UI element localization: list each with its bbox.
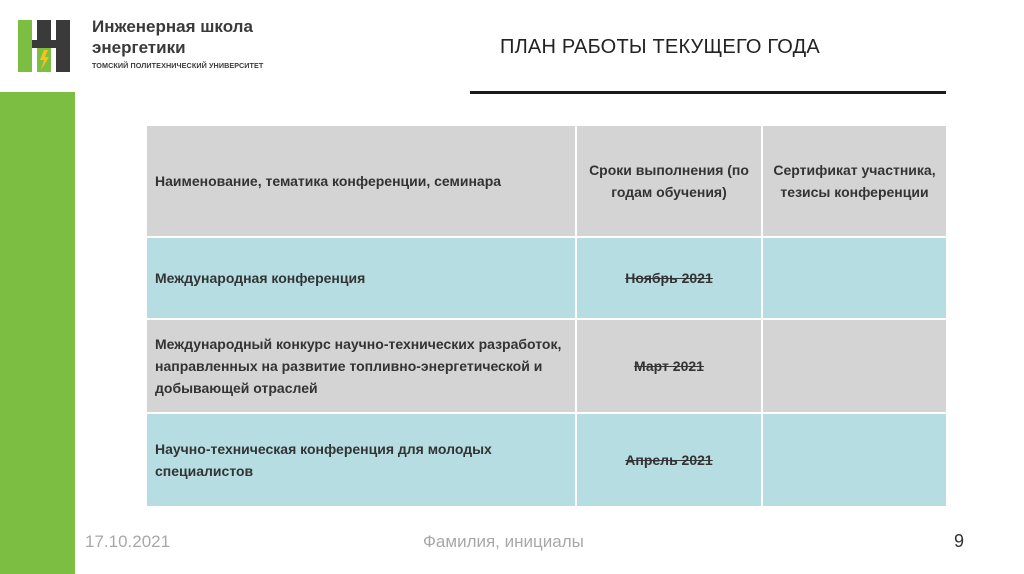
slide-title: ПЛАН РАБОТЫ ТЕКУЩЕГО ГОДА	[500, 36, 820, 58]
table-header-row	[147, 126, 946, 236]
deadline-cell: Апрель 2021	[577, 414, 761, 506]
title-underline	[470, 91, 946, 94]
school-name: Инженерная школа энергетики	[92, 17, 253, 57]
event-name-cell: Научно-техническая конференция для молодых специалистов	[147, 414, 575, 506]
table-row	[147, 238, 946, 318]
page-number: 9	[954, 531, 965, 551]
header-deadline: Сроки выполнения (по годам обучения)	[577, 126, 761, 236]
certificate-cell	[763, 414, 946, 506]
table-row	[147, 414, 946, 506]
footer-author: Фамилия, инициалы	[423, 532, 584, 551]
footer-date: 17.10.2021	[85, 532, 171, 551]
work-plan-table	[145, 124, 948, 508]
certificate-cell	[763, 320, 946, 412]
certificate-cell	[763, 238, 946, 318]
school-logo-icon	[16, 18, 72, 74]
deadline-cell: Ноябрь 2021	[577, 238, 761, 318]
deadline-cell: Март 2021	[577, 320, 761, 412]
event-name-cell: Международный конкурс научно-технических разработок, направленных на развитие топливно-энергетической и добывающей отраслей	[147, 320, 575, 412]
university-name: ТОМСКИЙ ПОЛИТЕХНИЧЕСКИЙ УНИВЕРСИТЕТ	[92, 61, 264, 70]
header-certificate: Сертификат участника, тезисы конференции	[763, 126, 946, 236]
sidebar-accent-bar	[0, 92, 75, 574]
header-event-name: Наименование, тематика конференции, семинара	[147, 126, 575, 236]
table-row	[147, 320, 946, 412]
school-logo	[14, 14, 314, 78]
event-name-cell: Международная конференция	[147, 238, 575, 318]
